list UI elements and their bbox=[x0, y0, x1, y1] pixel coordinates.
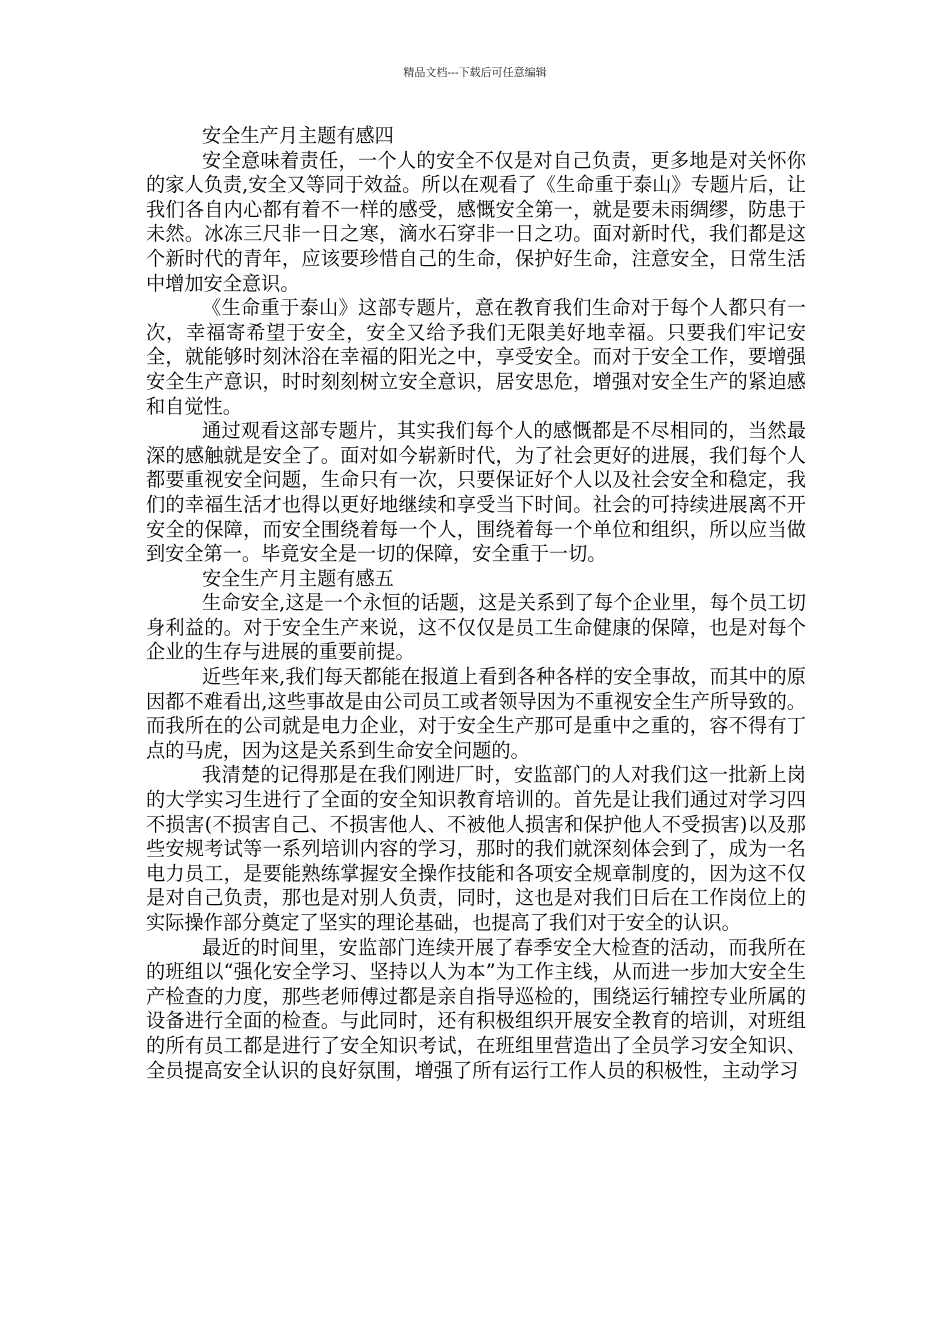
page-header: 精品文档---下载后可任意编辑 bbox=[403, 66, 547, 79]
paragraph: 通过观看这部专题片，其实我们每个人的感慨都是不尽相同的，当然最深的感触就是安全了。面对如今崭新时代，为了社会更好的进展，我们每个人都要重视安全问题，生命只有一次，只要保证好个人以及社会安全和稳定，我们的幸福生活才也得以更好地继续和享受当下时间。社会的可持续进展离不开安全的保障，而安全围绕着每一个人，围绕着每一个单位和组织，所以应当做到安全第一。毕竟安全是一切的保障，安全重于一切。 bbox=[146, 419, 806, 566]
paragraph: 最近的时间里，安监部门连续开展了春季安全大检查的活动，而我所在的班组以“强化安全学习、坚持以人为本”为工作主线，从而进一步加大安全生产检查的力度，那些老师傅过都是亲自指导巡检的，围绕运行辅控专业所属的设备进行全面的检查。与此同时，还有积极组织开展安全教育的培训，对班组的所有员工都是进行了安全知识考试，在班组里营造出了全员学习安全知识、全员提高安全认识的良好氛围，增强了所有运行工作人员的积极性，主动学习 bbox=[146, 935, 806, 1082]
document-body bbox=[146, 124, 806, 1083]
section-title: 安全生产月主题有感五 bbox=[202, 566, 394, 590]
section-title: 安全生产月主题有感四 bbox=[202, 124, 394, 147]
paragraph: 生命安全,这是一个永恒的话题，这是关系到了每个企业里，每个员工切身利益的。对于安全生产来说，这不仅仅是员工生命健康的保障，也是对每个企业的生存与进展的重要前提。 bbox=[146, 591, 806, 664]
paragraph: 我清楚的记得那是在我们刚进厂时，安监部门的人对我们这一批新上岗的大学实习生进行了全面的安全知识教育培训的。首先是让我们通过对学习四不损害(不损害自己、不损害他人、不被他人损害和保护他人不受损害)以及那些安规考试等一系列培训内容的学习，那时的我们就深刻体会到了，成为一名电力员工，是要能熟练掌握安全操作技能和各项安全规章制度的，因为这不仅是对自己负责，那也是对别人负责，同时，这也是对我们日后在工作岗位上的实际操作部分奠定了坚实的理论基础，也提高了我们对于安全的认识。 bbox=[146, 763, 806, 934]
paragraph: 安全意味着责任，一个人的安全不仅是对自己负责，更多地是对关怀你的家人负责,安全又等同于效益。所以在观看了《生命重于泰山》专题片后，让我们各自内心都有着不一样的感受，感慨安全第一，就是要未雨绸缪，防患于未然。冰冻三尺非一日之寒，滴水石穿非一日之功。面对新时代，我们都是这个新时代的青年，应该要珍惜自己的生命，保护好生命，注意安全，日常生活中增加安全意识。 bbox=[146, 148, 806, 295]
paragraph: 《生命重于泰山》这部专题片，意在教育我们生命对于每个人都只有一次，幸福寄希望于安全，安全又给予我们无限美好地幸福。只要我们牢记安全，就能够时刻沐浴在幸福的阳光之中，享受安全。而对于安全工作，要增强安全生产意识，时时刻刻树立安全意识，居安思危，增强对安全生产的紧迫感和自觉性。 bbox=[146, 296, 806, 418]
paragraph: 近些年来,我们每天都能在报道上看到各种各样的安全事故，而其中的原因都不难看出,这些事故是由公司员工或者领导因为不重视安全生产所导致的。而我所在的公司就是电力企业，对于安全生产那可是重中之重的，容不得有丁点的马虎，因为这是关系到生命安全问题的。 bbox=[146, 665, 806, 762]
